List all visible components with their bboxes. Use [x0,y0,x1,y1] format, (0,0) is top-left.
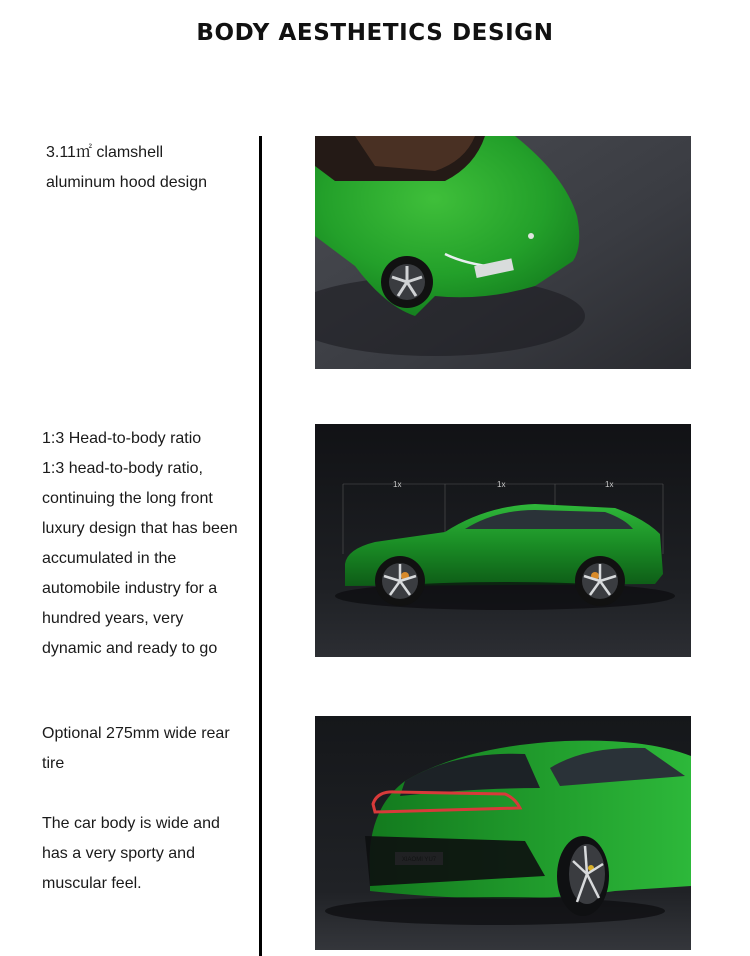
text-line: aluminum hood design [46,174,207,191]
car-rear-illustration [315,716,691,950]
text-line: hundred years, very [42,610,184,627]
text-line: dynamic and ready to go [42,640,218,657]
section-3-text [42,719,247,899]
front-wheel [375,556,425,606]
rear-wide-tire [557,836,609,916]
text-line: tire [42,755,65,772]
proportion-marker-2: 1x [497,480,506,489]
proportion-marker-3: 1x [605,480,614,489]
text-heading: Optional 275mm wide rear [42,725,230,742]
text-line: has a very sporty and [42,845,195,862]
section-1-text [46,138,251,198]
text-heading: 1:3 Head-to-body ratio [42,430,202,447]
rear-wheel [575,556,625,606]
text-line: continuing the long front [42,490,213,507]
section-2-text [42,424,252,664]
car-side-illustration [315,424,691,657]
car-front-hood-image [315,136,691,369]
car-rear-tire-image [315,716,691,950]
text-line: luxury design that has been [42,520,238,537]
text-line: The car body is wide and [42,815,220,832]
proportion-marker-1: 1x [393,480,402,489]
vertical-divider [259,136,262,956]
text-line: automobile industry for a [42,580,218,597]
text-line: accumulated in the [42,550,177,567]
text-line: 1:3 head-to-body ratio, [42,460,203,477]
text-line: 3.11㎡ clamshell [46,144,164,161]
car-front-illustration [315,136,691,369]
car-side-profile-image [315,424,691,657]
page-title: BODY AESTHETICS DESIGN [196,20,554,46]
text-line: muscular feel. [42,875,142,892]
